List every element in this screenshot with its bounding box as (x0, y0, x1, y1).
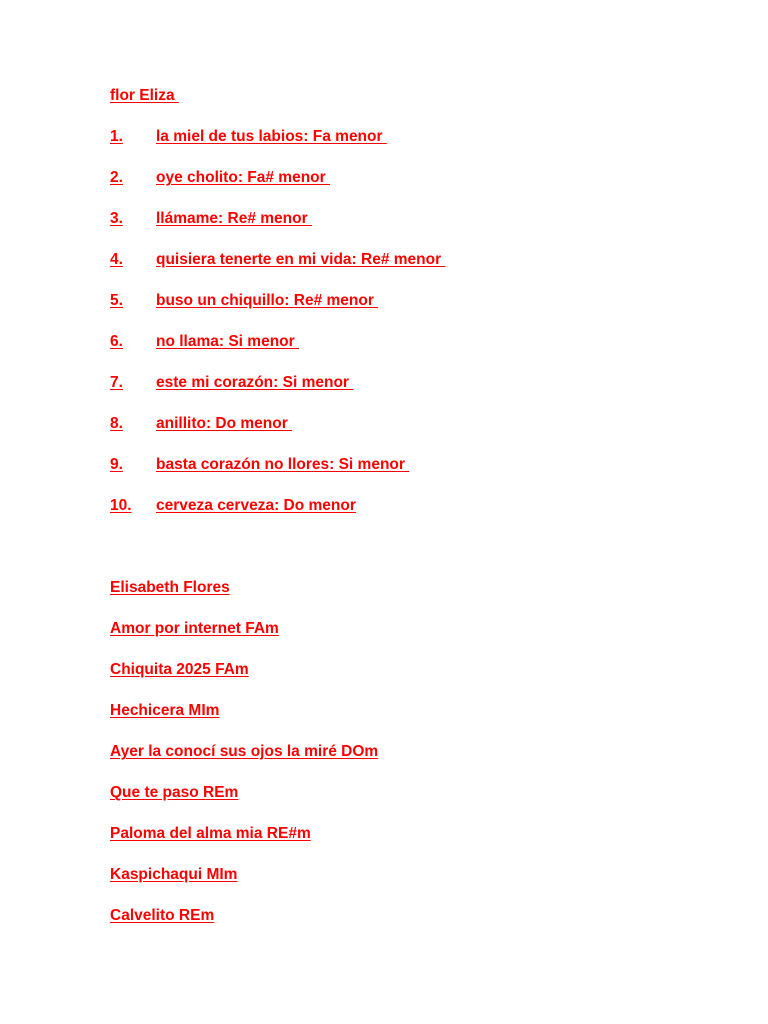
list-item: Kaspichaqui MIm (110, 866, 238, 883)
list-item: 9. basta corazón no llores: Si menor (110, 456, 410, 473)
list-item: Hechicera MIm (110, 702, 220, 719)
list-item: 7. este mi corazón: Si menor (110, 374, 354, 391)
list-item: Que te paso REm (110, 784, 239, 801)
list-item: 2. oye cholito: Fa# menor (110, 169, 330, 186)
list-item: 5. buso un chiquillo: Re# menor (110, 292, 379, 309)
list-item: Chiquita 2025 FAm (110, 661, 249, 678)
section-heading-flor-eliza: flor Eliza (110, 87, 179, 104)
list-item: Ayer la conocí sus ojos la miré DOm (110, 743, 379, 760)
list-item: 1. la miel de tus labios: Fa menor (110, 128, 387, 145)
list-item: 10. cerveza cerveza: Do menor (110, 497, 356, 514)
section-heading-elisabeth-flores: Elisabeth Flores (110, 579, 230, 596)
list-item: 4. quisiera tenerte en mi vida: Re# menor (110, 251, 446, 268)
document-page (110, 86, 730, 947)
list-item: 6. no llama: Si menor (110, 333, 299, 350)
list-item: 8. anillito: Do menor (110, 415, 293, 432)
list-item: Paloma del alma mia RE#m (110, 825, 311, 842)
blank-line (110, 537, 730, 578)
list-item: Amor por internet FAm (110, 620, 279, 637)
list-item: 3. llámame: Re# menor (110, 210, 312, 227)
list-item: Calvelito REm (110, 907, 215, 924)
